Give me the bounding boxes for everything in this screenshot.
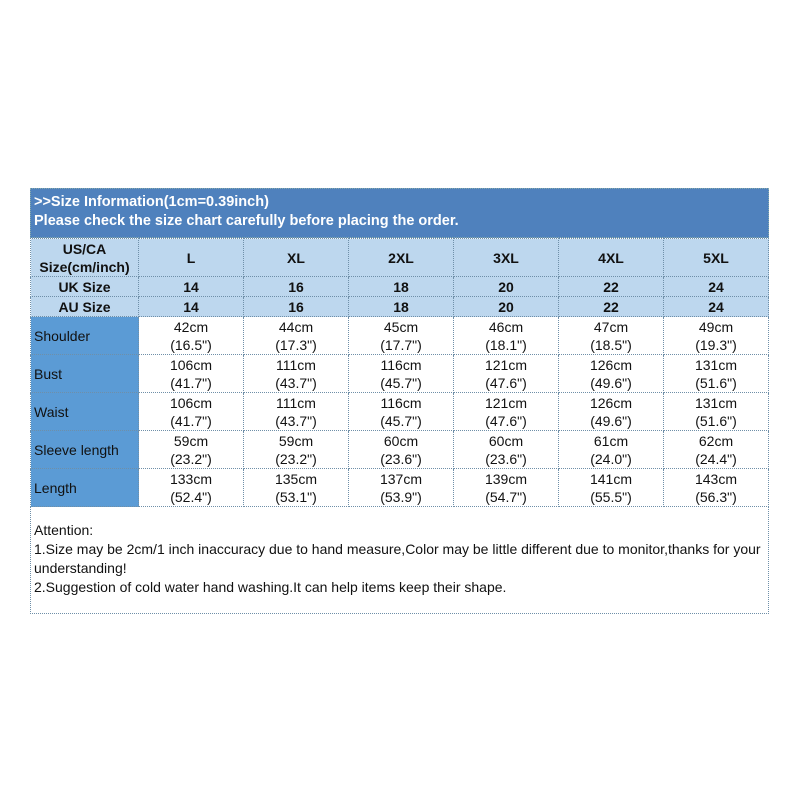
cm-value: 116cm: [380, 356, 422, 373]
measurement-cell: [349, 393, 454, 431]
measurement-cell: [664, 317, 769, 355]
measurement-cell: [139, 317, 244, 355]
measurement-label: Shoulder: [31, 317, 139, 355]
measurement-cell: [664, 355, 769, 393]
cm-value: 61cm: [593, 432, 629, 449]
cm-value: 143cm: [694, 470, 738, 487]
cm-value: 60cm: [488, 432, 524, 449]
measurement-cell: [244, 355, 349, 393]
inch-value: (18.5"): [590, 336, 632, 353]
uk-size-cell: 24: [664, 277, 769, 297]
inch-value: (51.6"): [695, 412, 737, 429]
measurement-cell: [454, 355, 559, 393]
uk-size-row: [31, 277, 769, 297]
measurement-cell: [454, 431, 559, 469]
cm-value: 106cm: [169, 394, 213, 411]
measurement-cell: [244, 317, 349, 355]
cm-value: 45cm: [383, 318, 419, 335]
inch-value: (53.9"): [380, 488, 422, 505]
cm-value: 49cm: [698, 318, 734, 335]
inch-value: (24.4"): [695, 450, 737, 467]
us-label-line-1: US/CA: [62, 240, 107, 257]
inch-value: (23.2"): [170, 450, 212, 467]
size-header: 2XL: [349, 239, 454, 277]
inch-value: (23.6"): [485, 450, 527, 467]
measurement-cell: [454, 317, 559, 355]
measurement-cell: [349, 355, 454, 393]
inch-value: (23.2"): [275, 450, 317, 467]
measurement-label: Bust: [31, 355, 139, 393]
cm-value: 106cm: [169, 356, 213, 373]
measurement-cell: [559, 393, 664, 431]
table-row: [31, 393, 769, 431]
cm-value: 133cm: [169, 470, 213, 487]
uk-size-cell: 18: [349, 277, 454, 297]
size-header: L: [139, 239, 244, 277]
inch-value: (55.5"): [590, 488, 632, 505]
inch-value: (43.7"): [275, 412, 317, 429]
inch-value: (16.5"): [170, 336, 212, 353]
au-size-row: [31, 297, 769, 317]
notes-heading: Attention:: [34, 522, 94, 538]
size-header: 5XL: [664, 239, 769, 277]
table-row: [31, 317, 769, 355]
inch-value: (17.7"): [380, 336, 422, 353]
cm-value: 131cm: [694, 394, 738, 411]
cm-value: 126cm: [589, 356, 633, 373]
measurement-cell: [664, 469, 769, 507]
cm-value: 131cm: [694, 356, 738, 373]
cm-value: 121cm: [484, 356, 528, 373]
inch-value: (52.4"): [170, 488, 212, 505]
cm-value: 59cm: [278, 432, 314, 449]
measurement-cell: [559, 317, 664, 355]
inch-value: (18.1"): [485, 336, 527, 353]
note-item: 1.Size may be 2cm/1 inch inaccuracy due to hand measure,Color may be little different due to monitor,thanks for your understanding!: [34, 541, 761, 576]
inch-value: (43.7"): [275, 374, 317, 391]
measurement-cell: [139, 355, 244, 393]
us-size-label: [31, 239, 139, 277]
measurement-cell: [349, 469, 454, 507]
uk-size-cell: 16: [244, 277, 349, 297]
cm-value: 47cm: [593, 318, 629, 335]
measurement-label: Length: [31, 469, 139, 507]
measurement-cell: [139, 469, 244, 507]
measurement-cell: [664, 431, 769, 469]
inch-value: (23.6"): [380, 450, 422, 467]
us-label-line-2: Size(cm/inch): [39, 258, 130, 275]
title-line-2: Please check the size chart carefully before placing the order.: [34, 213, 459, 229]
measurement-cell: [349, 431, 454, 469]
table-row: [31, 355, 769, 393]
au-size-cell: 18: [349, 297, 454, 317]
cm-value: 139cm: [484, 470, 528, 487]
attention-notes: [30, 507, 769, 614]
cm-value: 135cm: [274, 470, 318, 487]
inch-value: (53.1"): [275, 488, 317, 505]
measurement-label: Sleeve length: [31, 431, 139, 469]
uk-size-cell: 22: [559, 277, 664, 297]
inch-value: (19.3"): [695, 336, 737, 353]
us-size-row: [31, 239, 769, 277]
size-header: 4XL: [559, 239, 664, 277]
cm-value: 59cm: [173, 432, 209, 449]
cm-value: 126cm: [589, 394, 633, 411]
inch-value: (24.0"): [590, 450, 632, 467]
au-size-cell: 14: [139, 297, 244, 317]
au-size-cell: 20: [454, 297, 559, 317]
measurement-cell: [139, 431, 244, 469]
size-header: 3XL: [454, 239, 559, 277]
inch-value: (54.7"): [485, 488, 527, 505]
cm-value: 42cm: [173, 318, 209, 335]
size-table: [30, 238, 769, 507]
inch-value: (49.6"): [590, 374, 632, 391]
measurement-cell: [559, 431, 664, 469]
measurement-cell: [244, 469, 349, 507]
measurement-cell: [559, 355, 664, 393]
cm-value: 46cm: [488, 318, 524, 335]
table-row: [31, 469, 769, 507]
measurement-cell: [559, 469, 664, 507]
inch-value: (47.6"): [485, 374, 527, 391]
cm-value: 141cm: [589, 470, 633, 487]
inch-value: (45.7"): [380, 412, 422, 429]
cm-value: 121cm: [484, 394, 528, 411]
au-size-cell: 22: [559, 297, 664, 317]
note-item: 2.Suggestion of cold water hand washing.It can help items keep their shape.: [34, 579, 507, 595]
cm-value: 111cm: [276, 356, 316, 373]
uk-size-cell: 14: [139, 277, 244, 297]
measurement-cell: [454, 469, 559, 507]
measurement-cell: [244, 393, 349, 431]
au-size-cell: 24: [664, 297, 769, 317]
cm-value: 62cm: [698, 432, 734, 449]
size-chart-title: [30, 188, 769, 238]
cm-value: 116cm: [380, 394, 422, 411]
cm-value: 137cm: [379, 470, 423, 487]
au-size-label: AU Size: [31, 297, 139, 317]
inch-value: (56.3"): [695, 488, 737, 505]
cm-value: 111cm: [276, 394, 316, 411]
measurement-cell: [349, 317, 454, 355]
inch-value: (47.6"): [485, 412, 527, 429]
cm-value: 44cm: [278, 318, 314, 335]
inch-value: (49.6"): [590, 412, 632, 429]
size-chart: [30, 188, 769, 614]
measurement-cell: [454, 393, 559, 431]
inch-value: (41.7"): [170, 374, 212, 391]
measurement-cell: [664, 393, 769, 431]
inch-value: (41.7"): [170, 412, 212, 429]
title-line-1: >>Size Information(1cm=0.39inch): [34, 194, 269, 210]
measurement-cell: [139, 393, 244, 431]
measurement-label: Waist: [31, 393, 139, 431]
size-header: XL: [244, 239, 349, 277]
table-row: [31, 431, 769, 469]
inch-value: (45.7"): [380, 374, 422, 391]
measurement-cell: [244, 431, 349, 469]
inch-value: (51.6"): [695, 374, 737, 391]
au-size-cell: 16: [244, 297, 349, 317]
uk-size-cell: 20: [454, 277, 559, 297]
cm-value: 60cm: [383, 432, 419, 449]
uk-size-label: UK Size: [31, 277, 139, 297]
inch-value: (17.3"): [275, 336, 317, 353]
